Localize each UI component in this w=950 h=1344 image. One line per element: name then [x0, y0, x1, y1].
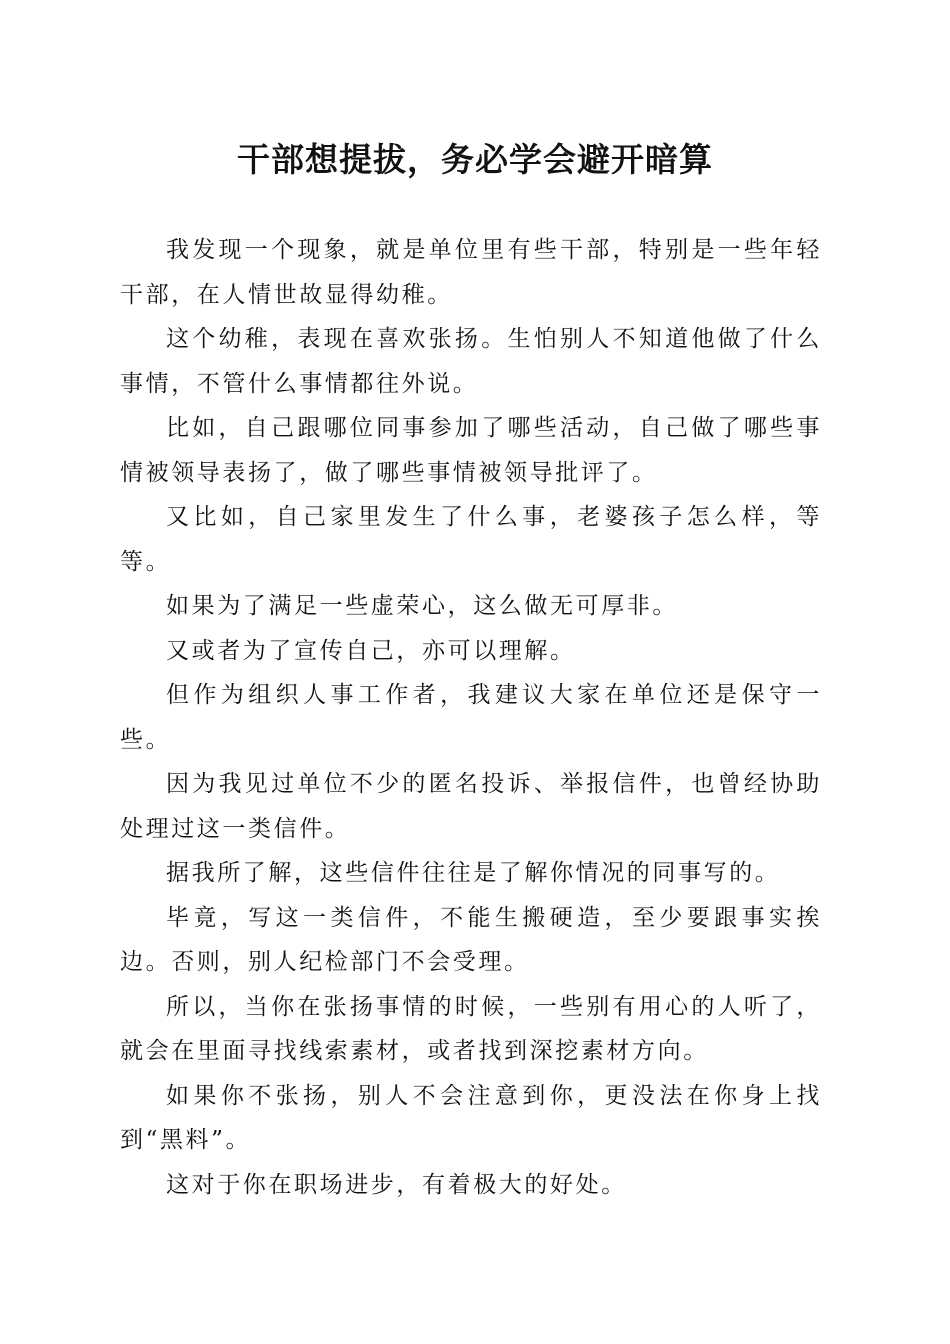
paragraph: 据我所了解，这些信件往往是了解你情况的同事写的。	[166, 860, 781, 886]
paragraph: 毕竟，写这一类信件，不能生搬硬造，至少要跟事实挨边。否则，别人纪检部门不会受理。	[120, 904, 822, 975]
paragraph: 又比如，自己家里发生了什么事，老婆孩子怎么样，等等。	[120, 504, 822, 575]
document-body	[120, 228, 822, 1207]
paragraph: 比如，自己跟哪位同事参加了哪些活动，自己做了哪些事情被领导表扬了，做了哪些事情被领导批评了。	[120, 415, 822, 486]
paragraph: 这对于你在职场进步，有着极大的好处。	[166, 1171, 627, 1198]
document-title: 干部想提拔，务必学会避开暗算	[237, 140, 713, 179]
paragraph: 因为我见过单位不少的匿名投诉、举报信件，也曾经协助处理过这一类信件。	[120, 771, 822, 842]
paragraph: 如果为了满足一些虚荣心，这么做无可厚非。	[166, 593, 678, 619]
paragraph: 如果你不张扬，别人不会注意到你，更没法在你身上找到“黑料”。	[120, 1082, 822, 1153]
paragraph: 又或者为了宣传自己，亦可以理解。	[166, 637, 576, 664]
paragraph: 但作为组织人事工作者，我建议大家在单位还是保守一些。	[120, 682, 822, 753]
paragraph: 我发现一个现象，就是单位里有些干部，特别是一些年轻干部，在人情世故显得幼稚。	[120, 237, 822, 308]
paragraph: 所以，当你在张扬事情的时候，一些别有用心的人听了，就会在里面寻找线索素材，或者找到深挖素材方向。	[120, 993, 822, 1064]
paragraph: 这个幼稚，表现在喜欢张扬。生怕别人不知道他做了什么事情，不管什么事情都往外说。	[120, 326, 822, 397]
